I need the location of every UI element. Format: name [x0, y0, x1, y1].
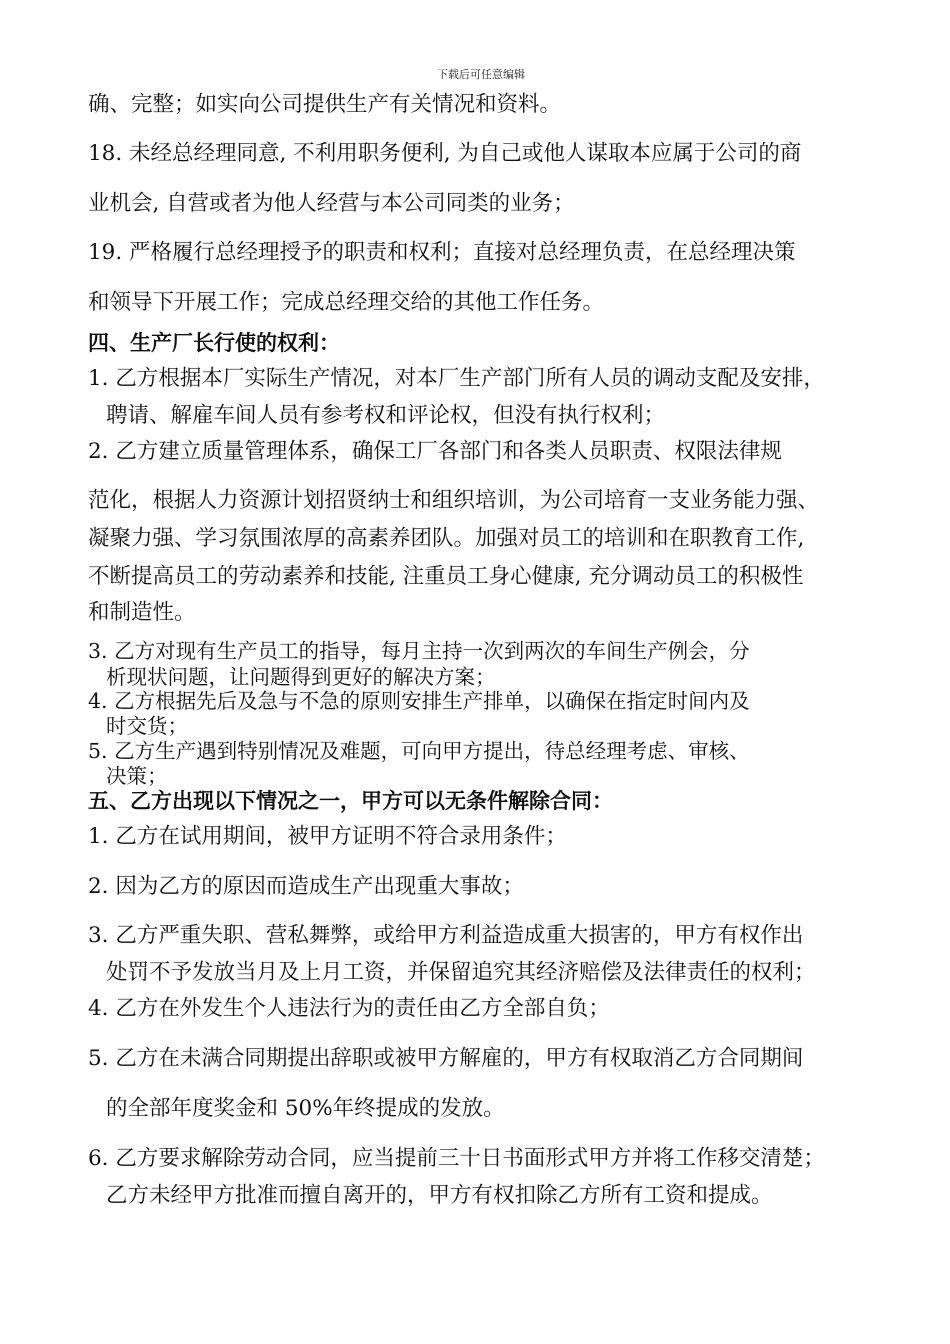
section-heading: 四、生产厂长行使的权利： [88, 331, 340, 355]
text-line: 5. 乙方生产遇到特别情况及难题，可向甲方提出，待总经理考虑、审核、 [88, 739, 750, 763]
text-line: 2. 因为乙方的原因而造成生产出现重大事故； [88, 874, 524, 899]
text-line: 1. 乙方根据本厂实际生产情况，对本厂生产部门所有人员的调动支配及安排， [88, 366, 825, 391]
text-line: 处罚不予发放当月及上月工资，并保留追究其经济赔偿及法律责任的权利； [106, 960, 816, 985]
text-line: 3. 乙方严重失职、营私舞弊，或给甲方利益造成重大损害的，甲方有权作出 [88, 923, 804, 948]
text-line: 业机会, 自营或者为他人经营与本公司同类的业务； [88, 191, 575, 216]
text-line: 4. 乙方在外发生个人违法行为的责任由乙方全部自负； [88, 996, 610, 1021]
text-line: 聘请、解雇车间人员有参考权和评论权，但没有执行权利； [106, 403, 666, 428]
text-line: 确、完整；如实向公司提供生产有关情况和资料。 [88, 92, 562, 117]
text-line: 3. 乙方对现有生产员工的指导，每月主持一次到两次的车间生产例会，分 [88, 639, 750, 663]
text-line: 6. 乙方要求解除劳动合同，应当提前三十日书面形式甲方并将工作移交清楚； [88, 1146, 825, 1171]
section-heading: 五、乙方出现以下情况之一，甲方可以无条件解除合同： [88, 789, 613, 813]
text-line: 和制造性。 [88, 600, 196, 625]
text-line: 不断提高员工的劳动素养和技能, 注重员工身心健康, 充分调动员工的积极性 [88, 564, 804, 589]
text-line: 凝聚力强、学习氛围浓厚的高素养团队。加强对员工的培训和在职教育工作, [88, 526, 805, 551]
text-line: 2. 乙方建立质量管理体系，确保工厂各部门和各类人员职责、权限法律规 [88, 439, 782, 464]
text-line: 乙方未经甲方批准而擅自离开的，甲方有权扣除乙方所有工资和提成。 [106, 1183, 773, 1208]
text-line: 时交货； [106, 714, 188, 738]
text-line: 范化，根据人力资源计划招贤纳士和组织培训，为公司培育一支业务能力强、 [88, 488, 820, 513]
text-line: 18. 未经总经理同意, 不利用职务便利, 为自己或他人谋取本应属于公司的商 [88, 141, 802, 166]
text-line: 4. 乙方根据先后及急与不急的原则安排生产排单，以确保在指定时间内及 [88, 689, 750, 713]
text-line: 决策； [106, 764, 168, 788]
text-line: 1. 乙方在试用期间，被甲方证明不符合录用条件； [88, 824, 567, 849]
text-line: 和领导下开展工作；完成总经理交给的其他工作任务。 [88, 290, 605, 315]
text-line: 析现状问题，让问题得到更好的解决方案； [106, 665, 496, 689]
text-line: 的全部年度奖金和 50%年终提成的发放。 [106, 1096, 505, 1121]
page-header: 下载后可任意编辑 [437, 68, 525, 81]
text-line: 5. 乙方在未满合同期提出辞职或被甲方解雇的，甲方有权取消乙方合同期间 [88, 1046, 804, 1071]
text-line: 19. 严格履行总经理授予的职责和权利；直接对总经理负责，在总经理决策 [88, 240, 796, 265]
